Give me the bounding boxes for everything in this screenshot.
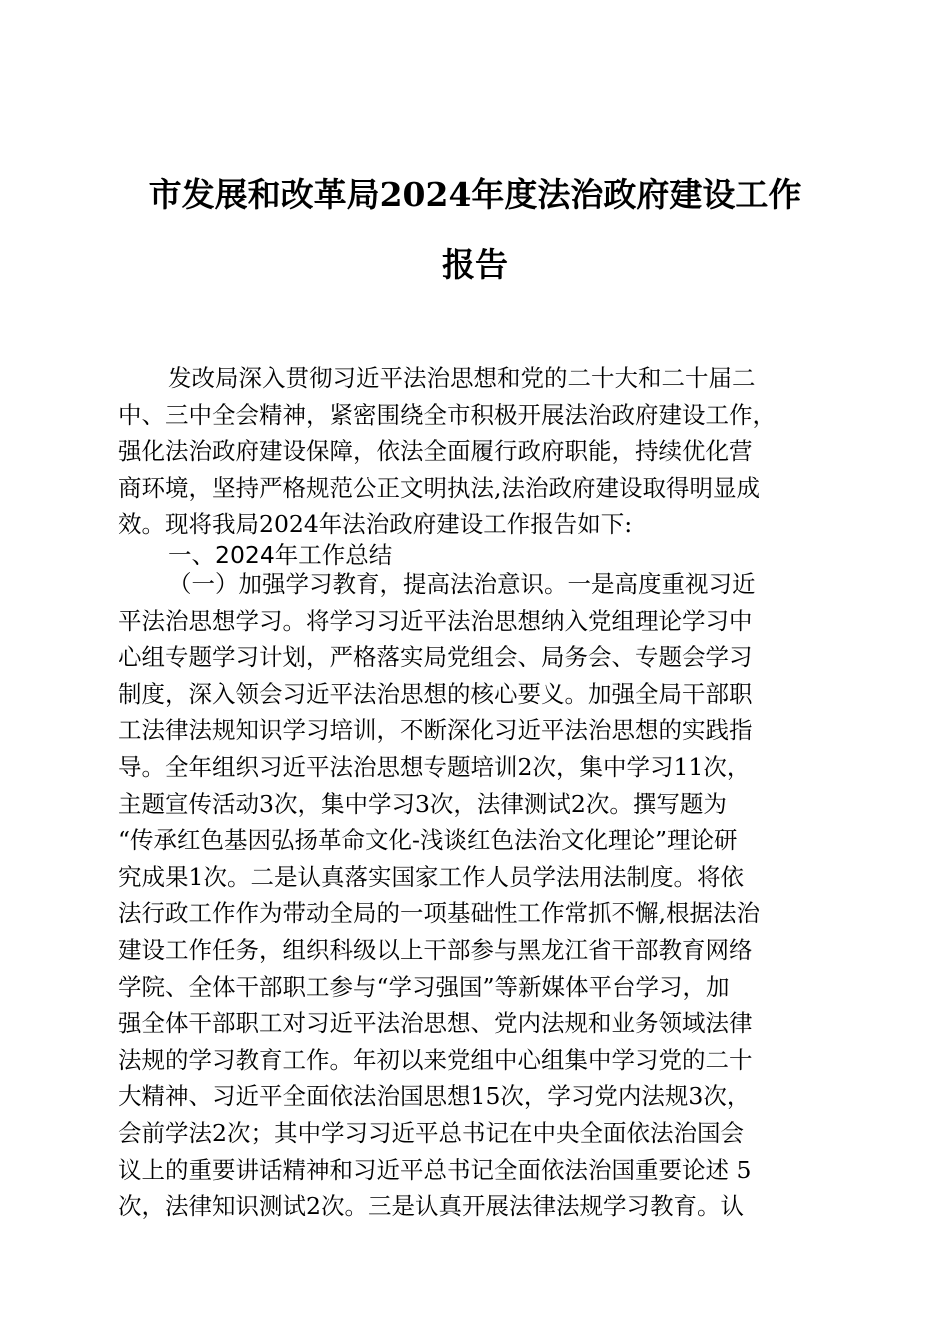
paragraph-line: 强全体干部职工对习近平法治思想、党内法规和业务领域法律 bbox=[118, 1009, 753, 1038]
body-paragraph bbox=[118, 566, 838, 1225]
paragraph-line: 强化法治政府建设保障，依法全面履行政府职能，持续优化营 bbox=[118, 437, 753, 466]
paragraph-line: 建设工作任务，组织科级以上干部参与黑龙江省干部教育网络 bbox=[118, 935, 753, 964]
paragraph-line: 议上的重要讲话精神和习近平总书记全面依法治国重要论述 5 bbox=[118, 1155, 752, 1184]
paragraph-line: 商环境，坚持严格规范公正文明执法,法治政府建设取得明显成 bbox=[118, 473, 760, 502]
document-title-line-2: 报告 bbox=[442, 245, 508, 284]
paragraph-line: 法行政工作作为带动全局的一项基础性工作常抓不懈,根据法治 bbox=[118, 899, 760, 928]
intro-paragraph bbox=[118, 360, 838, 543]
document-title-line-1: 市发展和改革局2024年度法治政府建设工作 bbox=[148, 175, 802, 214]
paragraph-line: 大精神、习近平全面依法治国思想15次，学习党内法规3次， bbox=[118, 1082, 751, 1111]
paragraph-line: 究成果1次。二是认真落实国家工作人员学法用法制度。将依 bbox=[118, 862, 744, 891]
paragraph-line: 导。全年组织习近平法治思想专题培训2次，集中学习11次， bbox=[118, 752, 751, 781]
paragraph-line: 主题宣传活动3次，集中学习3次，法律测试2次。撰写题为 bbox=[118, 789, 727, 818]
section-heading: 一、2024年工作总结 bbox=[168, 541, 393, 569]
paragraph-line: “传承红色基因弘扬革命文化-浅谈红色法治文化理论”理论研 bbox=[118, 826, 738, 855]
paragraph-line: 中、三中全会精神，紧密围绕全市积极开展法治政府建设工作， bbox=[118, 400, 776, 429]
paragraph-line: 法规的学习教育工作。年初以来党组中心组集中学习党的二十 bbox=[118, 1045, 753, 1074]
paragraph-line: 会前学法2次；其中学习习近平总书记在中央全面依法治国会 bbox=[118, 1118, 744, 1147]
paragraph-line: 心组专题学习计划，严格落实局党组会、局务会、专题会学习 bbox=[118, 643, 753, 672]
paragraph-line: 制度，深入领会习近平法治思想的核心要义。加强全局干部职 bbox=[118, 679, 753, 708]
paragraph-line: 工法律法规知识学习培训，不断深化习近平法治思想的实践指 bbox=[118, 716, 753, 745]
paragraph-line: 平法治思想学习。将学习习近平法治思想纳入党组理论学习中 bbox=[118, 606, 753, 635]
paragraph-line: 次，法律知识测试2次。三是认真开展法律法规学习教育。认 bbox=[118, 1192, 744, 1221]
paragraph-line: 发改局深入贯彻习近平法治思想和党的二十大和二十届二 bbox=[168, 364, 756, 392]
paragraph-line: （一）加强学习教育，提高法治意识。一是高度重视习近 bbox=[168, 570, 756, 598]
paragraph-line: 效。现将我局2024年法治政府建设工作报告如下: bbox=[118, 510, 633, 539]
paragraph-line: 学院、全体干部职工参与“学习强国”等新媒体平台学习，加 bbox=[118, 972, 730, 1001]
